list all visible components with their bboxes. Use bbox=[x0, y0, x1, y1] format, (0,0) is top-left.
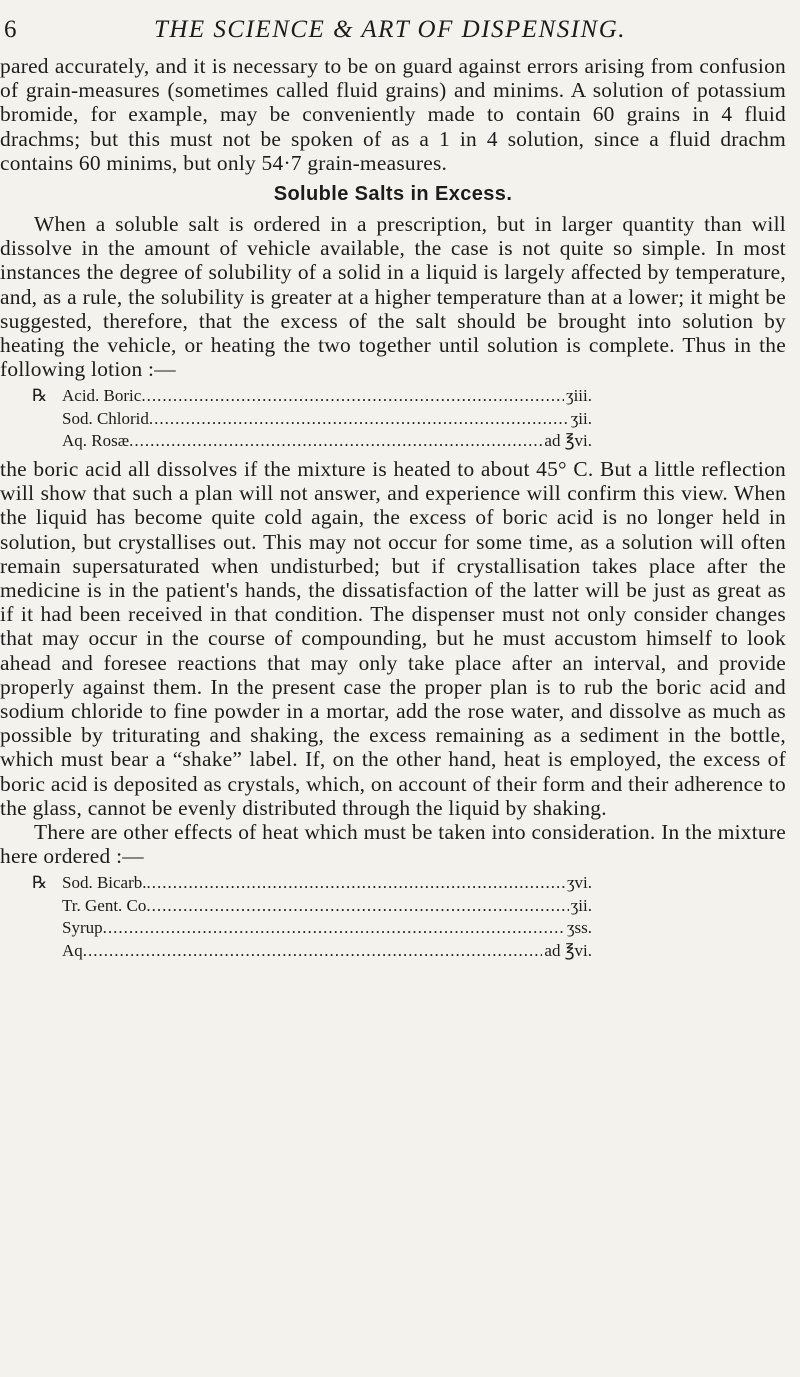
prescription-line bbox=[32, 408, 592, 431]
leader-dots bbox=[103, 917, 565, 940]
ingredient-name: Acid. Boric bbox=[62, 386, 142, 406]
ingredient-quantity: ʒss. bbox=[566, 918, 592, 938]
ingredient-quantity: ʒvi. bbox=[566, 873, 592, 893]
leader-dots bbox=[147, 872, 565, 895]
ingredient-quantity: ad ℥vi. bbox=[544, 940, 592, 960]
running-head bbox=[0, 16, 786, 54]
paragraph-soluble-salt: When a soluble salt is ordered in a prescription, but in larger quantity than will dissolve in the amount of vehicle available, the case is not quite so simple. In most instances the degree of solubility of a solid in a liquid is largely affected by temperature, and, as a rule, the solubility is greater at a higher temperature than at a lower; it might be suggested, therefore, that the excess of the salt should be brought into solution by heating the vehicle, or heating the two together until solution is complete. Thus in the following lotion :— bbox=[0, 212, 786, 382]
paragraph-heat-effects: There are other effects of heat which must be taken into consideration. In the mixture here ordered :— bbox=[0, 819, 786, 869]
ingredient-name: Sod. Chlorid bbox=[62, 408, 149, 428]
prescription-line bbox=[32, 385, 592, 408]
running-head-title: THE SCIENCE & ART OF DISPENSING. bbox=[153, 16, 627, 43]
prescription-line bbox=[32, 430, 592, 453]
paragraph-boric-acid: the boric acid all dissolves if the mixture is heated to about 45° C. But a little reflection will show that such a plan will not answer, and experience will confirm this view. When the liquid has become quite cold again, the excess of boric acid is no longer held in solution, but crystallises out. This may not occur for some time, as a solution will often remain supersaturated when undisturbed; but if crystallisation takes place after the medicine is in the patient's hands, the dissatisfaction of the latter will be just as great as if it had been received in that condition. The dispenser must not only consider changes that may occur in the course of compounding, but he must accustom himself to look ahead and foresee reactions that may only take place after an interval, and provide properly against them. In the present case the proper plan is to rub the boric acid and sodium chloride to fine powder in a mortar, add the rose water, and dissolve as much as possible by triturating and shaking, the excess remaining as a sediment in the bottle, which must bear a “shake” label. If, on the other hand, heat is employed, the excess of boric acid is deposited as crystals, which, on account of their form and their adherence to the glass, cannot be evenly distributed through the liquid by shaking. bbox=[0, 456, 786, 820]
rx-symbol: ℞ bbox=[32, 386, 48, 406]
prescription-line bbox=[32, 895, 592, 918]
leader-dots bbox=[129, 430, 542, 453]
prescription-line bbox=[32, 917, 592, 940]
ingredient-quantity: ʒii. bbox=[570, 895, 592, 915]
prescription-line bbox=[32, 940, 592, 963]
prescription-line bbox=[32, 872, 592, 895]
leader-dots bbox=[141, 385, 564, 408]
ingredient-name: Aq. Rosæ bbox=[62, 431, 130, 451]
prescription-mixture bbox=[0, 872, 592, 962]
leader-dots bbox=[83, 940, 543, 963]
rx-symbol: ℞ bbox=[32, 873, 48, 893]
ingredient-quantity: ʒii. bbox=[570, 408, 592, 428]
ingredient-quantity: ad ℥vi. bbox=[544, 431, 592, 451]
paragraph-continued: pared accurately, and it is necessary to be on guard against errors arising from confusion of grain-measures (sometimes called fluid grains) and minims. A solution of potassium bromide, for example, may be conveniently made to contain 60 grains in 4 fluid drachms; but this must not be spoken of as a 1 in 4 solution, since a fluid drachm contains 60 minims, but only 54·7 grain-measures. bbox=[0, 54, 786, 175]
ingredient-name: Tr. Gent. Co bbox=[62, 895, 147, 915]
leader-dots bbox=[146, 895, 568, 918]
section-heading: Soluble Salts in Excess. bbox=[273, 183, 513, 206]
ingredient-quantity: ʒiii. bbox=[566, 386, 592, 406]
leader-dots bbox=[149, 408, 569, 431]
page-number: 6 bbox=[4, 16, 18, 43]
ingredient-name: Aq bbox=[62, 940, 83, 960]
prescription-lotion bbox=[0, 385, 592, 453]
ingredient-name: Sod. Bicarb. bbox=[62, 873, 147, 893]
ingredient-name: Syrup bbox=[62, 918, 103, 938]
